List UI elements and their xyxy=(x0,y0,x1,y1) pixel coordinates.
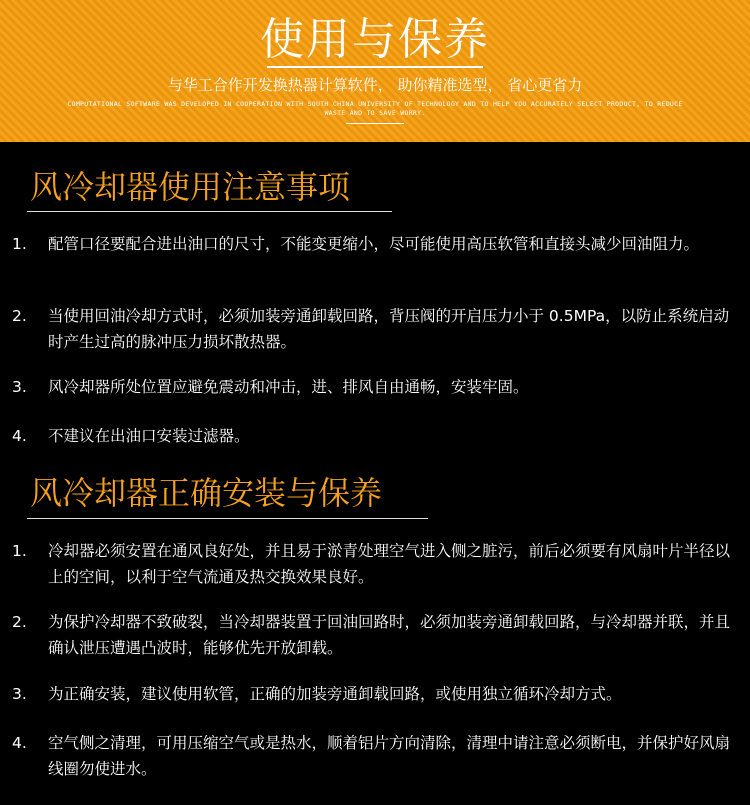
section2-item-1 xyxy=(12,538,738,590)
banner-english-underline xyxy=(346,123,404,124)
section1-divider xyxy=(27,211,392,212)
section1-item-4 xyxy=(12,423,738,449)
item-text: 冷却器必须安置在通风良好处，并且易于淤青处理空气进入侧之脏污，前后必须要有风扇叶片半径以上的空间，以利于空气流通及热交换效果良好。 xyxy=(48,542,731,586)
section2-divider xyxy=(27,518,428,519)
banner-title-underline xyxy=(267,66,483,68)
banner-english-text: COMPUTATIONAL SOFTWARE WAS DEVELOPED IN COOPERATION WITH SOUTH CHINA UNIVERSITY OF TECHNOLOGY AND TO HELP YOU ACCURATELY SELECT PRODUCT, TO REDUCE WASTE AND TO SAVE WORRY. xyxy=(67,100,683,117)
item-text: 当使用回油冷却方式时，必须加装旁通卸载回路，背压阀的开启压力小于 0.5MPa，以防止系统启动时产生过高的脉冲压力损坏散热器。 xyxy=(48,307,730,351)
item-number: 2. xyxy=(12,307,27,325)
banner-subtitle: 与华工合作开发换热器计算软件， 助你精准选型， 省心更省力 xyxy=(167,76,583,94)
banner-title: 使用与保养 xyxy=(260,14,490,65)
section1-title: 风冷却器使用注意事项 xyxy=(30,168,351,206)
item-number: 1. xyxy=(12,542,27,560)
section1-item-2 xyxy=(12,303,738,355)
section2-item-3 xyxy=(12,681,738,707)
item-text: 配管口径要配合进出油口的尺寸，不能变更缩小，尽可能使用高压软管和直接头减少回油阻力。 xyxy=(48,235,700,253)
section2-title: 风冷却器正确安装与保养 xyxy=(30,474,383,512)
item-number: 1. xyxy=(12,235,27,253)
item-text: 为正确安装，建议使用软管，正确的加装旁通卸载回路，或使用独立循环冷却方式。 xyxy=(48,685,622,703)
item-number: 3. xyxy=(12,378,27,396)
item-text: 为保护冷却器不致破裂，当冷却器装置于回油回路时，必须加装旁通卸载回路，与冷却器并联，并且确认泄压遭遇凸波时，能够优先开放卸载。 xyxy=(48,613,731,657)
item-number: 4. xyxy=(12,427,27,445)
item-number: 2. xyxy=(12,613,27,631)
item-text: 风冷却器所处位置应避免震动和冲击，进、排风自由通畅，安装牢固。 xyxy=(48,378,529,396)
section2-item-4 xyxy=(12,730,738,782)
section2-item-2 xyxy=(12,609,738,661)
section1-item-3 xyxy=(12,374,738,400)
item-number: 4. xyxy=(12,734,27,752)
section1-item-1 xyxy=(12,231,738,257)
item-number: 3. xyxy=(12,685,27,703)
item-text: 不建议在出油口安装过滤器。 xyxy=(48,427,250,445)
header-banner xyxy=(0,0,750,142)
item-text: 空气侧之清理，可用压缩空气或是热水，顺着铝片方向清除，清理中请注意必须断电，并保护好风扇线圈勿使进水。 xyxy=(48,734,731,778)
